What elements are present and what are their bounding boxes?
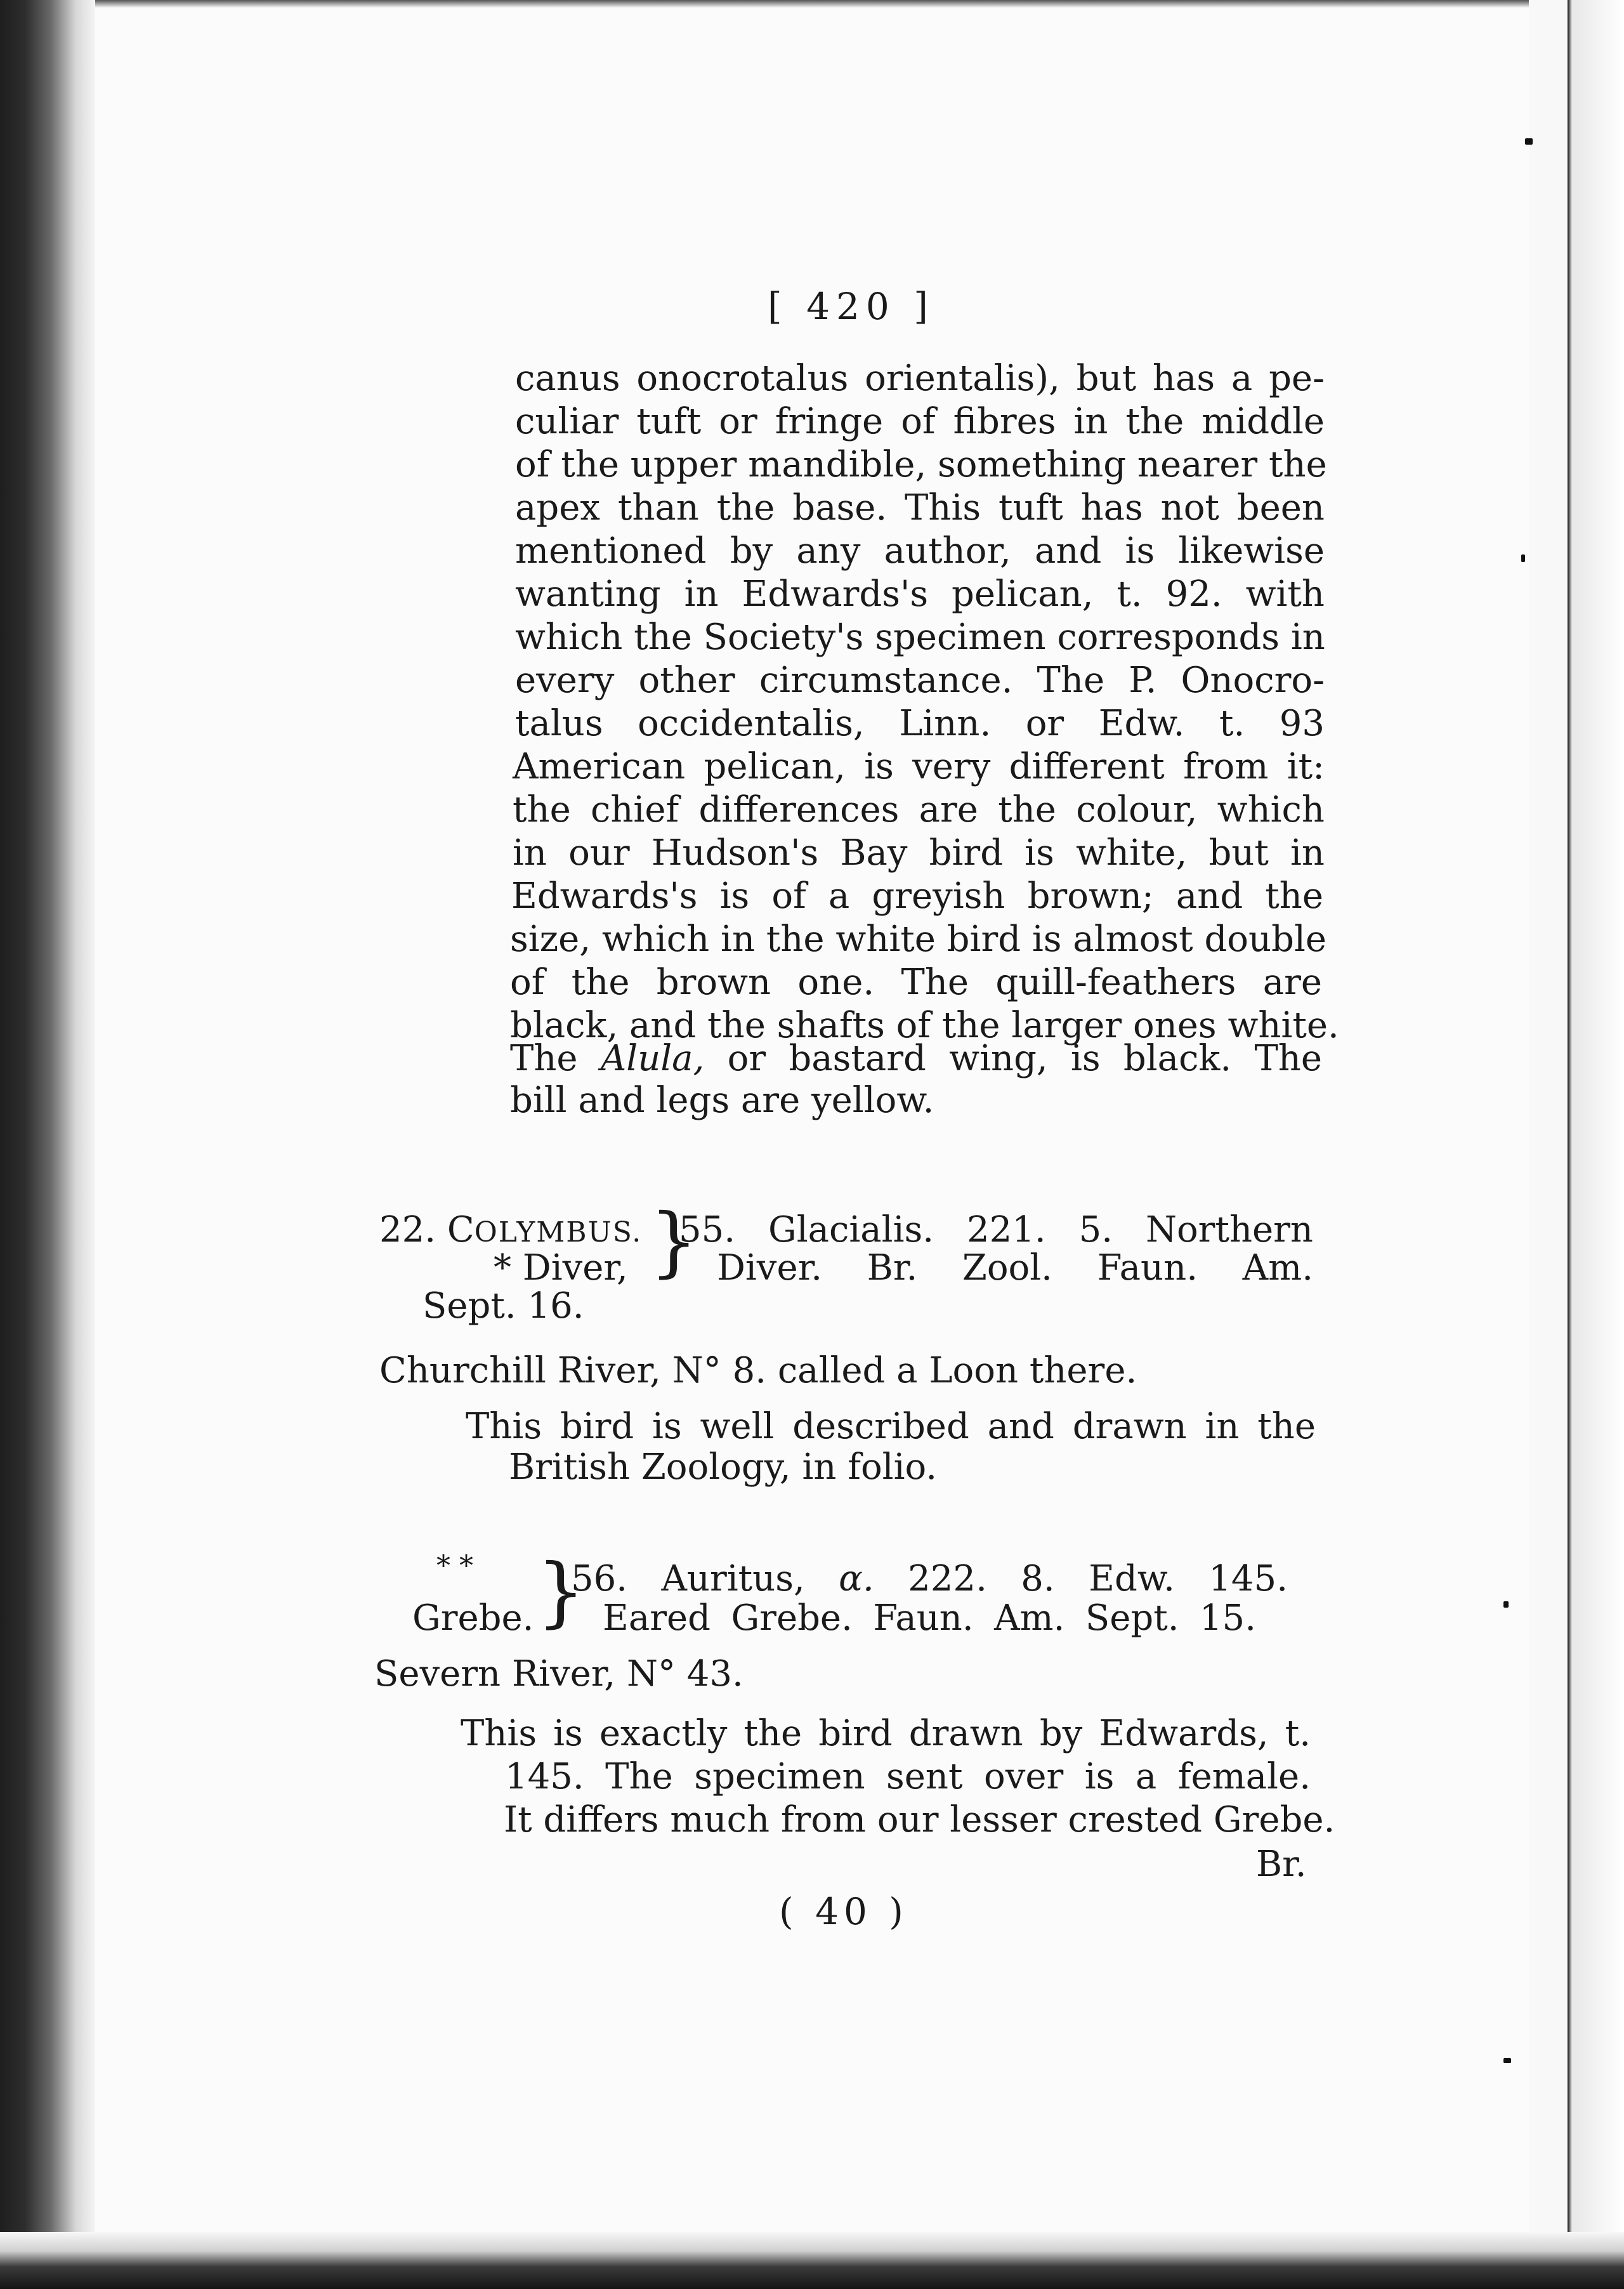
entry-22-brace: } [650,1198,698,1286]
entry-56-line1-pre: 56. Auritus, [571,1558,839,1599]
alula-pre: The [510,1038,601,1079]
genus-name: OLYMBUS. [474,1216,643,1249]
paragraph-line: size, which in the white bird is almost double [510,919,1326,960]
page-folio: ( 40 ) [779,1890,908,1933]
paragraph-line: of the upper mandible, something nearer the [515,444,1327,485]
alula-post: or bastard wing, is black. The [704,1038,1323,1079]
paragraph-line: every other circumstance. The P. Onocro- [515,660,1325,701]
paragraph-line [510,1038,1322,1080]
paragraph-line: black, and the shafts of the larger ones white. [510,1005,1339,1046]
entry-56-common-name: Grebe. [412,1597,534,1639]
entry-22-note: This bird is well described and drawn in the [466,1406,1316,1447]
entry-56-line2: Eared Grebe. Faun. Am. Sept. 15. [603,1597,1256,1639]
entry-56-line1-post: 222. 8. Edw. 145. [874,1558,1288,1599]
paragraph-line: bill and legs are yellow. [510,1080,934,1121]
paragraph-line: Edwards's is of a greyish brown; and the [511,876,1323,917]
entry-22-locality: Churchill River, N° 8. called a Loon there. [379,1350,1137,1391]
paragraph-line: American pelican, is very different from it: [513,746,1325,787]
entry-56-line1 [571,1558,1288,1600]
paragraph-line: which the Society's specimen corresponds in [515,617,1325,658]
paragraph-line: of the brown one. The quill-feathers are [510,962,1322,1003]
page-header-number: [ 420 ] [768,285,934,328]
entry-22-line3: Sept. 16. [422,1285,584,1327]
entry-22-line2: Diver. Br. Zool. Faun. Am. [717,1247,1313,1289]
paragraph-line: talus occidentalis, Linn. or Edw. t. 93 [515,703,1325,744]
entry-22-common-name: * Diver, [494,1247,628,1289]
entry-22-line1: 55. Glacialis. 221. 5. Northern [679,1209,1313,1250]
entry-number: 22. [379,1209,436,1250]
entry-56-note: This is exactly the bird drawn by Edwards, t. [461,1713,1311,1754]
paragraph-line: apex than the base. This tuft has not been [515,487,1325,528]
paragraph-line: the chief differences are the colour, which [513,789,1325,830]
entry-56-alpha: α. [839,1558,874,1599]
entry-22-note: British Zoology, in folio. [509,1446,938,1488]
catchword: Br. [1256,1844,1307,1885]
paragraph-line: mentioned by any author, and is likewise [515,530,1325,572]
entry-56-marks: * * [436,1550,473,1582]
alula-italic: Alula, [600,1038,705,1079]
entry-56-brace: } [537,1548,586,1636]
entry-56-locality: Severn River, N° 43. [374,1653,743,1695]
genus-initial: C [447,1209,475,1250]
entry-56-note: 145. The specimen sent over is a female. [505,1756,1311,1797]
paragraph-line: canus onocrotalus orientalis), but has a pe- [515,358,1325,399]
entry-56-note: It differs much from our lesser crested Grebe. [504,1799,1335,1840]
paragraph-line: culiar tuft or fringe of fibres in the middle [515,401,1325,442]
paragraph-line: in our Hudson's Bay bird is white, but in [513,832,1325,874]
paragraph-line: wanting in Edwards's pelican, t. 92. with [515,574,1325,615]
